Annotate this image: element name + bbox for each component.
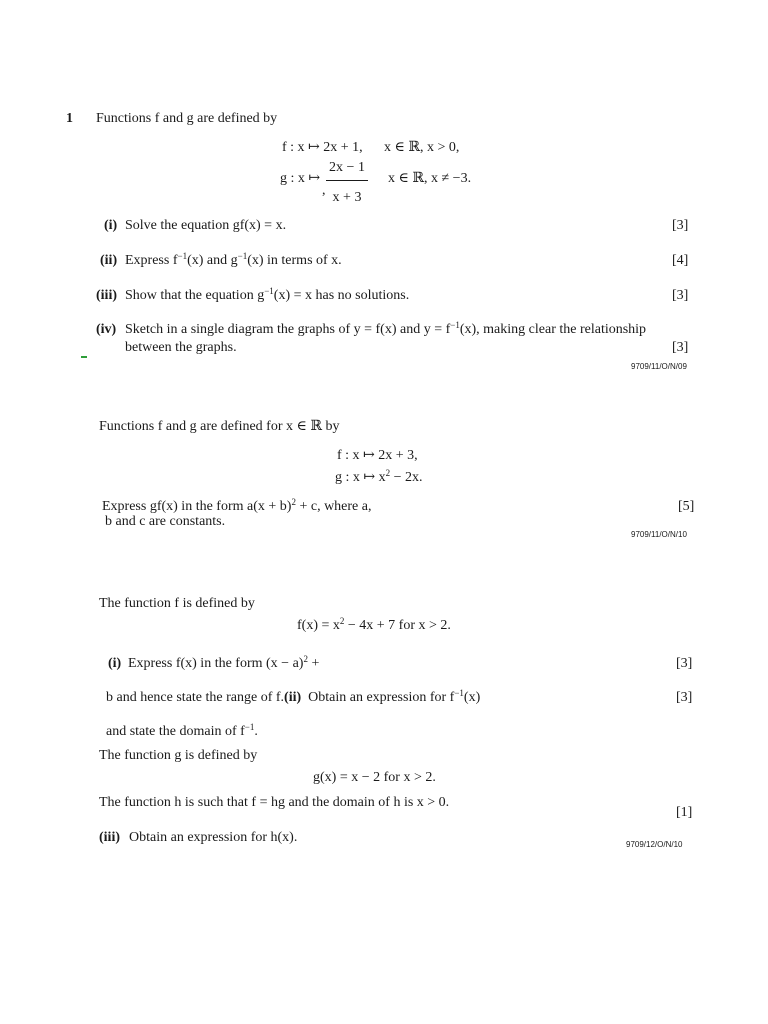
q2-f-definition: f : x ↦ 2x + 3, — [337, 448, 418, 463]
q1-g-denominator: x + 3 — [332, 190, 362, 205]
q3-part-i-text: Express f(x) in the form $(x - a)^2$ + — [128, 654, 320, 671]
q1-part-iii-text: Show that the equation $g^{-1}(x) = x$ has no solutions. — [125, 286, 410, 303]
q3-g-intro: The function g is defined by — [99, 748, 258, 763]
q2-question-line2: b and c are constants. — [105, 514, 226, 529]
q3-line-b: b and hence state the range of f.(ii) Obtain an expression for $f^{-1}(x)$ — [106, 688, 481, 705]
q3-h-text: The function h is such that f = hg and the domain of h is x > 0. — [99, 795, 450, 810]
q3-g-definition: g(x) = x − 2 for x > 2. — [313, 770, 436, 785]
part-label: (i) — [108, 656, 122, 671]
q1-f-domain: x ∈ ℝ, x > 0, — [384, 140, 460, 155]
q2-reference-code: 9709/11/O/N/10 — [631, 530, 687, 539]
q1-f-definition: f : x ↦ 2x + 1, — [282, 140, 363, 155]
q1-part-iv-text: Sketch in a single diagram the graphs of y = f(x) and $y = f^{-1}(x)$, making clear the relationship — [125, 320, 647, 337]
q3-intro: The function f is defined by — [99, 596, 255, 611]
q3-part-i-marks: [3] — [676, 656, 693, 671]
question-number: 1 — [66, 111, 73, 126]
q1-reference-code: 9709/11/O/N/09 — [631, 362, 687, 371]
q1-part-iv-text-line2: between the graphs. — [125, 340, 237, 355]
q1-part-iv-marks: [3] — [672, 340, 689, 355]
q1-part-i-text: Solve the equation gf(x) = x. — [125, 218, 287, 233]
q3-part-iii-marks: [1] — [676, 805, 693, 820]
part-label: (i) — [104, 218, 118, 233]
fraction-bar — [326, 180, 368, 181]
q1-g-numerator: 2x − 1 — [329, 160, 365, 175]
q3-part-ii-marks: [3] — [676, 690, 693, 705]
part-label: (iii) — [96, 288, 117, 303]
q2-marks: [5] — [678, 499, 695, 514]
part-label: (iv) — [96, 322, 117, 337]
q3-f-definition: $f(x) = x^2 - 4x + 7$ for x > 2. — [297, 616, 451, 633]
part-label: (iii) — [99, 830, 120, 845]
q1-part-ii-marks: [4] — [672, 253, 689, 268]
q1-part-ii-text: Express $f^{-1}(x)$ and $g^{-1}(x)$ in terms of x. — [125, 251, 342, 268]
q2-g-definition: g : x ↦ $x^2 - 2x$. — [335, 468, 423, 485]
q3-domain-line: and state the domain of $f^{-1}$. — [106, 722, 258, 739]
margin-mark — [81, 356, 87, 358]
q1-intro: Functions f and g are defined by — [96, 111, 278, 126]
q3-reference-code: 9709/12/O/N/10 — [626, 840, 683, 849]
q1-g-comma: , — [322, 183, 326, 198]
q1-part-i-marks: [3] — [672, 218, 689, 233]
q2-intro: Functions f and g are defined for x ∈ ℝ by — [99, 419, 340, 434]
q1-g-domain: x ∈ ℝ, x ≠ −3. — [388, 171, 472, 186]
part-label: (ii) — [100, 253, 118, 268]
q1-part-iii-marks: [3] — [672, 288, 689, 303]
q1-g-definition: g : x ↦ — [280, 171, 321, 186]
q3-part-iii-text: Obtain an expression for h(x). — [129, 830, 298, 845]
q2-question-line1: Express gf(x) in the form $a(x + b)^2 + c$, where a, — [102, 497, 372, 514]
